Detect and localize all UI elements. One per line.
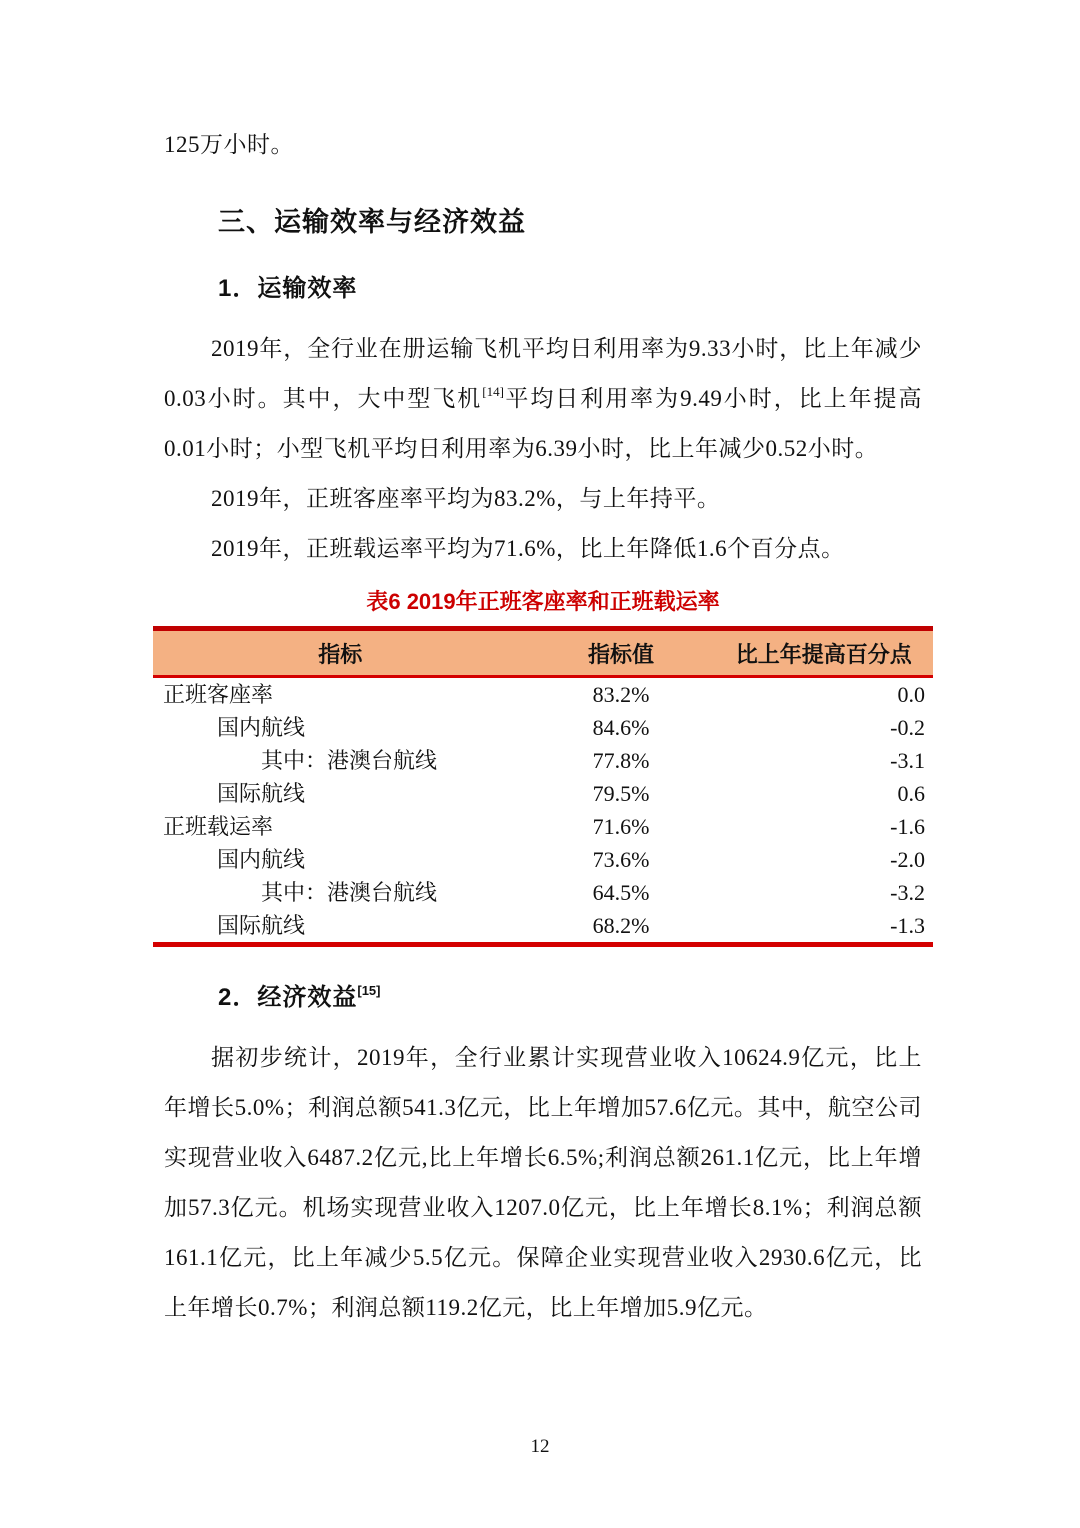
cell-indicator: 国内航线 [217, 715, 306, 740]
table-row [153, 744, 933, 777]
data-table [153, 626, 933, 947]
header-value: 指标值 [527, 629, 714, 677]
footnote-ref-15: [15] [357, 983, 381, 998]
table-body [153, 677, 933, 945]
table-header [153, 629, 933, 677]
table-row [153, 876, 933, 909]
footnote-ref-14: [14] [482, 384, 504, 399]
cell-value: 83.2% [592, 682, 650, 707]
cell-change: -2.0 [890, 847, 925, 872]
table-row [153, 843, 933, 876]
table-row [153, 677, 933, 712]
table-row [153, 711, 933, 744]
table-row [153, 810, 933, 843]
cell-indicator: 正班客座率 [163, 682, 274, 707]
paragraph-economic-benefit: 据初步统计，2019年，全行业累计实现营业收入10624.9亿元，比上年增长5.0%；利润总额541.3亿元，比上年增加57.6亿元。其中，航空公司实现营业收入6487.2亿元,比上年增长6.5%;利润总额261.1亿元，比上年增加57.3亿元。机场实现营业收入1207.0亿元，比上年增长8.1%；利润总额161.1亿元，比上年减少5.5亿元。保障企业实现营业收入2930.6亿元，比上年增长0.7%；利润总额119.2亿元，比上年增加5.9亿元。 [164, 1045, 922, 1320]
cell-change: 0.6 [897, 781, 925, 806]
paragraph-load-rate: 2019年，正班载运率平均为71.6%，比上年降低1.6个百分点。 [211, 536, 845, 561]
paragraph-utilization-post: 平均日利用率为9.49小时，比上年提高0.01小时；小型飞机平均日利用率为6.39小时，比上年减少0.52小时。 [164, 386, 923, 461]
paragraph-seat-rate: 2019年，正班客座率平均为83.2%，与上年持平。 [211, 486, 721, 511]
cell-change: -1.3 [890, 913, 925, 938]
cell-value: 71.6% [592, 814, 650, 839]
table-header-row [153, 629, 933, 677]
cell-change: -0.2 [890, 715, 925, 740]
table-caption: 表6 2019年正班客座率和正班载运率 [366, 589, 720, 614]
paragraph-utilization-pre: 2019年，全行业在册运输飞机平均日利用率为9.33小时，比上年减少0.03小时。其中，大中型飞机 [164, 336, 922, 411]
page-content [163, 0, 925, 1333]
subsection-heading-transport-efficiency: 1．运输效率 [218, 275, 358, 302]
cell-change: 0.0 [897, 682, 925, 707]
cell-value: 79.5% [592, 781, 650, 806]
cell-indicator: 正班载运率 [163, 814, 274, 839]
header-change: 比上年提高百分点 [715, 629, 933, 677]
carryover-paragraph: 125万小时。 [164, 132, 294, 157]
table-row [153, 909, 933, 945]
cell-value: 64.5% [592, 880, 650, 905]
cell-indicator: 国内航线 [217, 847, 306, 872]
section-heading: 三、运输效率与经济效益 [218, 207, 526, 237]
subsection-heading-economic-benefit-text: 2．经济效益 [218, 984, 358, 1011]
cell-indicator: 其中：港澳台航线 [261, 748, 438, 773]
cell-change: -1.6 [890, 814, 925, 839]
cell-change: -3.1 [890, 748, 925, 773]
table-row [153, 777, 933, 810]
page-number: 12 [530, 1436, 550, 1457]
cell-value: 84.6% [592, 715, 650, 740]
cell-value: 73.6% [592, 847, 650, 872]
subsection-heading-economic-benefit [218, 983, 922, 1013]
header-indicator: 指标 [153, 629, 527, 677]
cell-indicator: 国际航线 [217, 913, 306, 938]
cell-indicator: 其中：港澳台航线 [261, 880, 438, 905]
cell-value: 68.2% [592, 913, 650, 938]
paragraph-utilization [164, 324, 922, 474]
cell-value: 77.8% [592, 748, 650, 773]
cell-indicator: 国际航线 [217, 781, 306, 806]
cell-change: -3.2 [890, 880, 925, 905]
